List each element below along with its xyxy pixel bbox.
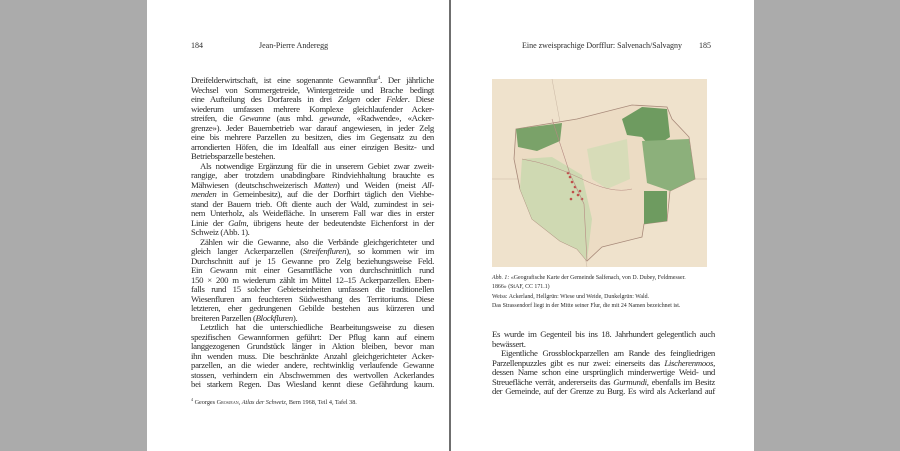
forest-area (644, 191, 667, 224)
text-run: Parzellenpuzzles gibt es nur zwei: einerseits das (492, 357, 665, 368)
footnote-marker: 4 (377, 75, 381, 82)
text-run: All- (422, 179, 434, 190)
text-run: Schweiz (Abb. 1). (191, 227, 250, 237)
historic-map-figure (492, 79, 707, 267)
text-run: Mähwiesen (deutschschweizerisch (191, 179, 314, 190)
right-page (451, 0, 754, 451)
text-run: 1866» (StAF, CC 171.1) (492, 284, 550, 291)
text-run: Atlas der Schweiz (241, 399, 286, 406)
text-run: (aus mhd. (270, 113, 320, 123)
text-run: stossen, verhindern ein Abschwemmen des wertvollen Ackerlandes (191, 369, 434, 380)
text-run: letzteren, eher gedrungenen Gebilde bestehen aus kürzeren und (191, 303, 434, 313)
text-run: «Geografische Karte der Gemeinde Salfenach, von D. Dubey, Feldmesser. (509, 275, 686, 281)
text-run: Grosjean (216, 399, 239, 406)
text-run: arrondierten Höfen, die im Idealfall aus einer einzigen Besitz- und (191, 141, 434, 152)
text-run: Streuefläche verrät, andererseits das (492, 376, 614, 387)
running-head: Eine zweisprachige Dorfflur: Salvenach/Salvagny (521, 41, 682, 50)
running-head: Jean-Pierre Anderegg (259, 41, 329, 50)
text-run: parzellen, an die wieder andere, rechtwinklig verlaufende Gewanne (191, 360, 434, 370)
text-run: eine Aufteilung des Dorfareals in drei (191, 94, 338, 104)
text-run: Als notwendige Ergänzung für die in unserem Gebiet zwar zweit- (200, 160, 434, 171)
text-run: langgezogenen Grundstück länger in Aktion bleiben, bevor man (191, 341, 434, 351)
page-number: 184 (191, 41, 203, 50)
text-line (191, 380, 434, 390)
body-text (191, 76, 434, 390)
text-run: Gurmundi (613, 376, 647, 387)
text-run: gleich langer Ackerparzellen ( (191, 246, 303, 256)
text-run: Wechsel von Sommergetreide, Wintergetreide und Brache bedingt (191, 84, 434, 95)
text-run: Weiss: Ackerland, Hellgrün: Wiese und Weide, Dunkelgrün: Wald. (492, 293, 650, 300)
text-run: , ebenfalls im Besitz (646, 376, 715, 387)
text-run: Felder (386, 94, 408, 104)
text-run: Gewanne (239, 113, 271, 123)
text-run: Das Strassendorf liegt in der Mitte seiner Flur, die mit 24 Namen bezeichnet ist. (492, 302, 681, 309)
text-run: 150 × 200 m wiederum zählt im Mittel 12–15 Ackerparzellen. Eben- (191, 274, 434, 285)
text-run: menden (191, 189, 217, 199)
text-run: breiteren Parzellen ( (191, 312, 256, 323)
footnote (191, 396, 357, 406)
text-run: Galm (228, 217, 247, 228)
text-run: Dreifelderwirtschaft, ist eine sogenannte Gewannflur (191, 75, 378, 85)
text-run: in Gemeinbesitz), auf die der Dorfhirt täglich den Viehbe- (216, 189, 434, 199)
text-line (492, 283, 715, 292)
text-run: ihn wenden muss. Die beschränkte Anzahl gleichgerichteter Acker- (191, 350, 434, 361)
text-run: , Bern 1968, Teil 4, Tafel 38. (285, 399, 357, 406)
text-run: Blockfluren (255, 312, 293, 323)
text-line (492, 274, 715, 283)
text-run: stand der Bauern trieb. Oft diente auch der Wald, zumindest in sei- (191, 198, 434, 209)
text-run: . Der jährliche (380, 75, 434, 85)
text-run: , übrigens heute der bedeutendste Eichenforst in der (246, 217, 434, 228)
text-run: Betriebsparzelle bestehen. (191, 151, 276, 161)
text-run: nem Unterholz, als Weidefläche. In unserem Fall war dies in erster (191, 208, 434, 218)
text-run: oder (359, 94, 387, 104)
text-run: Matten (313, 179, 337, 190)
text-run: der Gemeinde, auf der Grenze zu Burg. Es wird als Ackerland auf (492, 386, 715, 396)
text-run: Abb. 1: (492, 275, 510, 281)
text-run: grenze»). Jeder Bauernbetrieb war darauf angewiesen, in jeder Zelg (191, 122, 434, 133)
text-run: Linie der (191, 217, 229, 228)
text-run: Letztlich hat die unterschiedliche Bearbeitungsweise zu diesen (200, 322, 434, 332)
left-page (147, 0, 449, 451)
text-run: streifen, die (191, 113, 240, 123)
text-run: ) und Weiden (meist (336, 179, 423, 190)
text-run: , (713, 357, 715, 368)
text-run: ), so kommen wir im (346, 246, 434, 256)
text-run: falls rund 15 solcher Gebietseinheiten umfassen die traditionellen (191, 284, 434, 294)
text-run: , (238, 399, 242, 406)
footnote-marker: 4 (191, 396, 194, 402)
body-text (492, 330, 715, 397)
text-run: ). (292, 312, 298, 323)
text-run: wiederum umfassen mehrere Komplexe gleichlaufender Acker- (191, 103, 434, 114)
text-run: dessen Name schon eine ursprünglich minderwertige Weid- und (492, 367, 715, 377)
text-run: Streifenfluren (302, 246, 347, 256)
text-run: Zählen wir die Gewanne, also die Verbände gleichgerichteter und (200, 236, 434, 247)
text-run: Durchschnitt auf je 15 Gewanne pro Zelg beziehungsweise Feld. (191, 255, 434, 266)
text-run: eine bis mehrere Parzellen zu besitzen, dies im Gegensatz zu den (191, 132, 434, 142)
text-run: gewande (319, 113, 349, 123)
text-run: . Diese (407, 94, 434, 104)
text-run: spezifischen Gewannformen geführt: Der Pflug kann auf einem (191, 331, 434, 342)
text-run: Wiesenfluren am feuchteren Südwesthang des Territoriums. Diese (191, 293, 434, 304)
text-run: Lischerenmoos (664, 357, 714, 368)
figure-caption (492, 274, 715, 311)
text-run: Ein Gewann mit einer Gesamtfläche von durchschnittlich rund (191, 265, 434, 275)
page-number: 185 (699, 41, 711, 50)
text-run: Georges (193, 399, 217, 406)
text-run: Eigentliche Grossblockparzellen am Rande des feingliedrigen (501, 348, 715, 358)
text-run: bewässert. (492, 338, 526, 349)
text-run: rangige, aber trotzdem unabdingbare Rindviehhaltung brauchte es (191, 170, 434, 180)
text-run: Es wurde im Gegenteil bis ins 18. Jahrhundert gelegentlich auch (492, 329, 715, 339)
text-line (492, 302, 715, 311)
text-line (492, 293, 715, 302)
text-run: bei starkem Regen. Das Wiesland kennt diese Gefährdung kaum. (191, 379, 434, 389)
text-run: , «Radwende», «Acker- (348, 113, 434, 123)
text-run: Zelgen (337, 94, 360, 104)
text-line (492, 387, 715, 397)
